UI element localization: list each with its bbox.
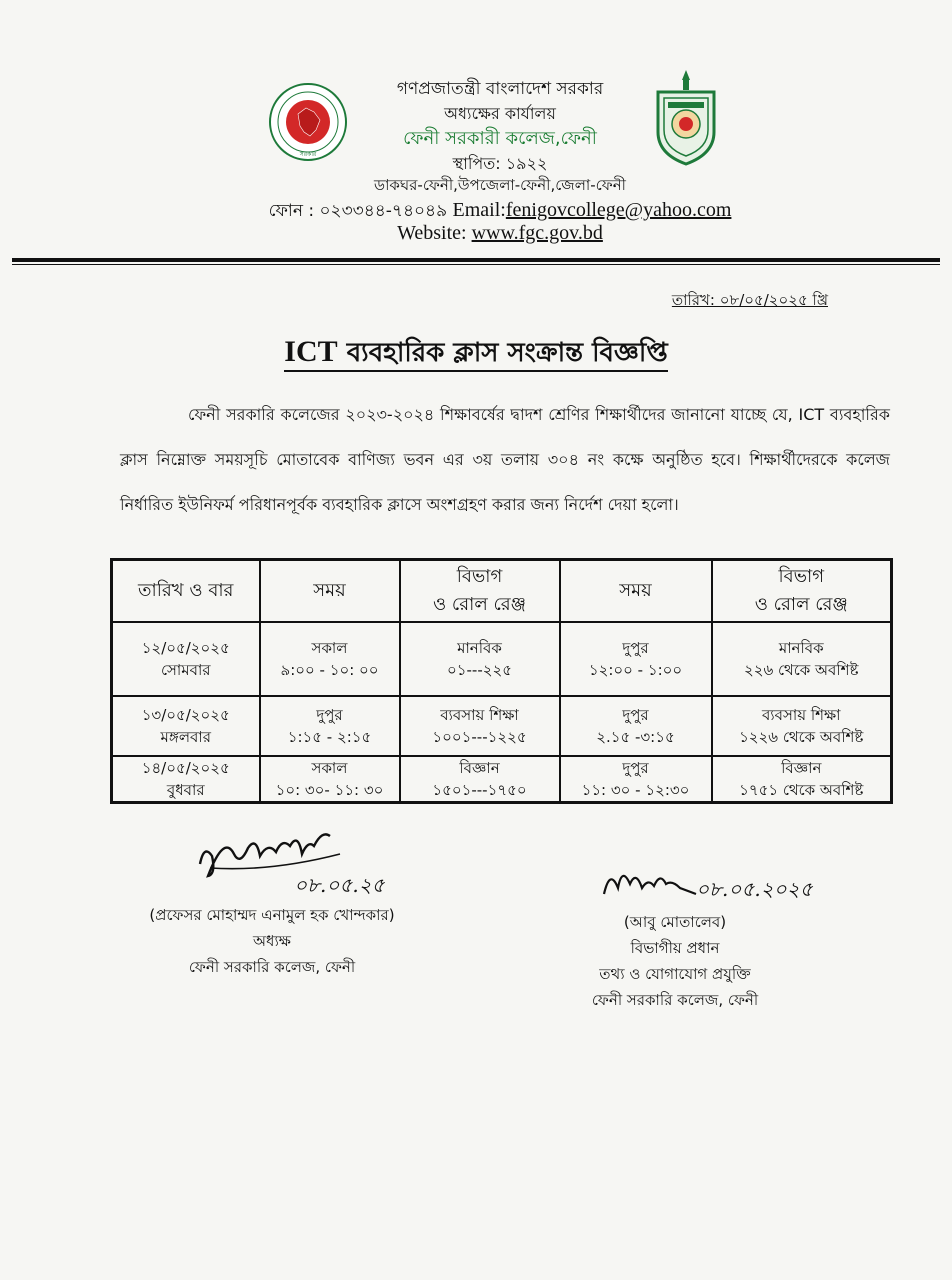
cell-time-2: দুপুর ২.১৫ -৩:১৫: [560, 696, 712, 756]
cell-time-1: দুপুর ১:১৫ - ২:১৫: [260, 696, 400, 756]
email-label: Email:: [452, 199, 506, 221]
cell-dept-1: বিজ্ঞান ১৫০১---১৭৫০: [400, 756, 560, 803]
header-divider-thick: [12, 258, 940, 262]
cell-time-2: দুপুর ১২:০০ - ১:০০: [560, 622, 712, 696]
header-time-2: সময়: [560, 560, 712, 623]
cell-dept-2: বিজ্ঞান ১৭৫১ থেকে অবশিষ্ট: [712, 756, 892, 803]
department-head-signature-block: [560, 909, 790, 1013]
established-year: স্থাপিত: ১৯২২: [452, 154, 548, 173]
cell-time-1: সকাল ৯:০০ - ১০: ০০: [260, 622, 400, 696]
department-head-signature: [600, 858, 880, 910]
table-row: [112, 756, 892, 803]
svg-text:সরকার: সরকার: [299, 151, 317, 158]
website-link[interactable]: www.fgc.gov.bd: [471, 222, 603, 244]
table-row: [112, 696, 892, 756]
phone-number: ফোন : ০২৩৩৪৪-৭৪০৪৯: [268, 201, 448, 221]
website-line: [230, 222, 770, 245]
header-divider-thin: [12, 264, 940, 265]
department-head-designation: বিভাগীয় প্রধান: [630, 939, 720, 957]
table-row: [112, 622, 892, 696]
college-name: ফেনী সরকারী কলেজ,ফেনী: [403, 128, 597, 149]
title-bengali: ব্যবহারিক ক্লাস সংক্রান্ত বিজ্ঞপ্তি: [346, 338, 668, 368]
principal-institution: ফেনী সরকারি কলেজ, ফেনী: [188, 958, 356, 976]
svg-text:০৮.০৫.২৫: ০৮.০৫.২৫: [294, 873, 385, 897]
office-name: অধ্যক্ষের কার্যালয়: [444, 104, 556, 123]
website-label: Website:: [397, 222, 467, 244]
table-header-row: [112, 560, 892, 623]
cell-date: ১৪/০৫/২০২৫ বুধবার: [112, 756, 260, 803]
svg-text:০৮.০৫.২০২৫: ০৮.০৫.২০২৫: [696, 877, 813, 901]
cell-dept-1: মানবিক ০১---২২৫: [400, 622, 560, 696]
principal-signature-block: [112, 902, 432, 980]
notice-date: তারিখ: ০৮/০৫/২০২৫ খ্রি: [671, 291, 828, 309]
college-address: ডাকঘর-ফেনী,উপজেলা-ফেনী,জেলা-ফেনী: [374, 176, 626, 194]
notice-body: ফেনী সরকারি কলেজের ২০২৩-২০২৪ শিক্ষাবর্ষের দ্বাদশ শ্রেণির শিক্ষার্থীদের জানানো যাচ্ছে যে, ICT ব্যবহারিক ক্লাস নিম্নোক্ত সময়সূচি মোতাবেক বাণিজ্য ভবন এর ৩য় তলায় ৩০৪ নং কক্ষে অনুষ্ঠিত হবে। শিক্ষার্থীদেরকে কলেজ নির্ধারিত ইউনিফর্ম পরিধানপূর্বক ব্যবহারিক ক্লাসে অংশগ্রহণ করার জন্য নির্দেশ দেয়া হলো।: [120, 405, 890, 514]
cell-dept-1: ব্যবসায় শিক্ষা ১০০১---১২২৫: [400, 696, 560, 756]
cell-date: ১২/০৫/২০২৫ সোমবার: [112, 622, 260, 696]
department-head-name: (আবু মোতালেব): [623, 913, 727, 931]
cell-date: ১৩/০৫/২০২৫ মঙ্গলবার: [112, 696, 260, 756]
notice-title: [0, 332, 952, 376]
header-dept-1: বিভাগ ও রোল রেঞ্জ: [400, 560, 560, 623]
principal-name: (প্রফেসর মোহাম্মদ এনামুল হক খোন্দকার): [149, 906, 395, 924]
department-head-institution: ফেনী সরকারি কলেজ, ফেনী: [591, 991, 759, 1009]
email-link[interactable]: fenigovcollege@yahoo.com: [505, 199, 732, 221]
government-name: গণপ্রজাতন্ত্রী বাংলাদেশ সরকার: [396, 79, 604, 99]
header-date-day: তারিখ ও বার: [112, 560, 260, 623]
header-time-1: সময়: [260, 560, 400, 623]
title-latin: ICT: [284, 335, 338, 368]
cell-time-1: সকাল ১০: ৩০- ১১: ৩০: [260, 756, 400, 803]
principal-signature: [190, 824, 440, 900]
schedule-table: [110, 558, 893, 804]
cell-time-2: দুপুর ১১: ৩০ - ১২:৩০: [560, 756, 712, 803]
department-name: তথ্য ও যোগাযোগ প্রযুক্তি: [599, 965, 751, 983]
principal-designation: অধ্যক্ষ: [253, 932, 291, 950]
cell-dept-2: ব্যবসায় শিক্ষা ১২২৬ থেকে অবশিষ্ট: [712, 696, 892, 756]
cell-dept-2: মানবিক ২২৬ থেকে অবশিষ্ট: [712, 622, 892, 696]
header-dept-2: বিভাগ ও রোল রেঞ্জ: [712, 560, 892, 623]
